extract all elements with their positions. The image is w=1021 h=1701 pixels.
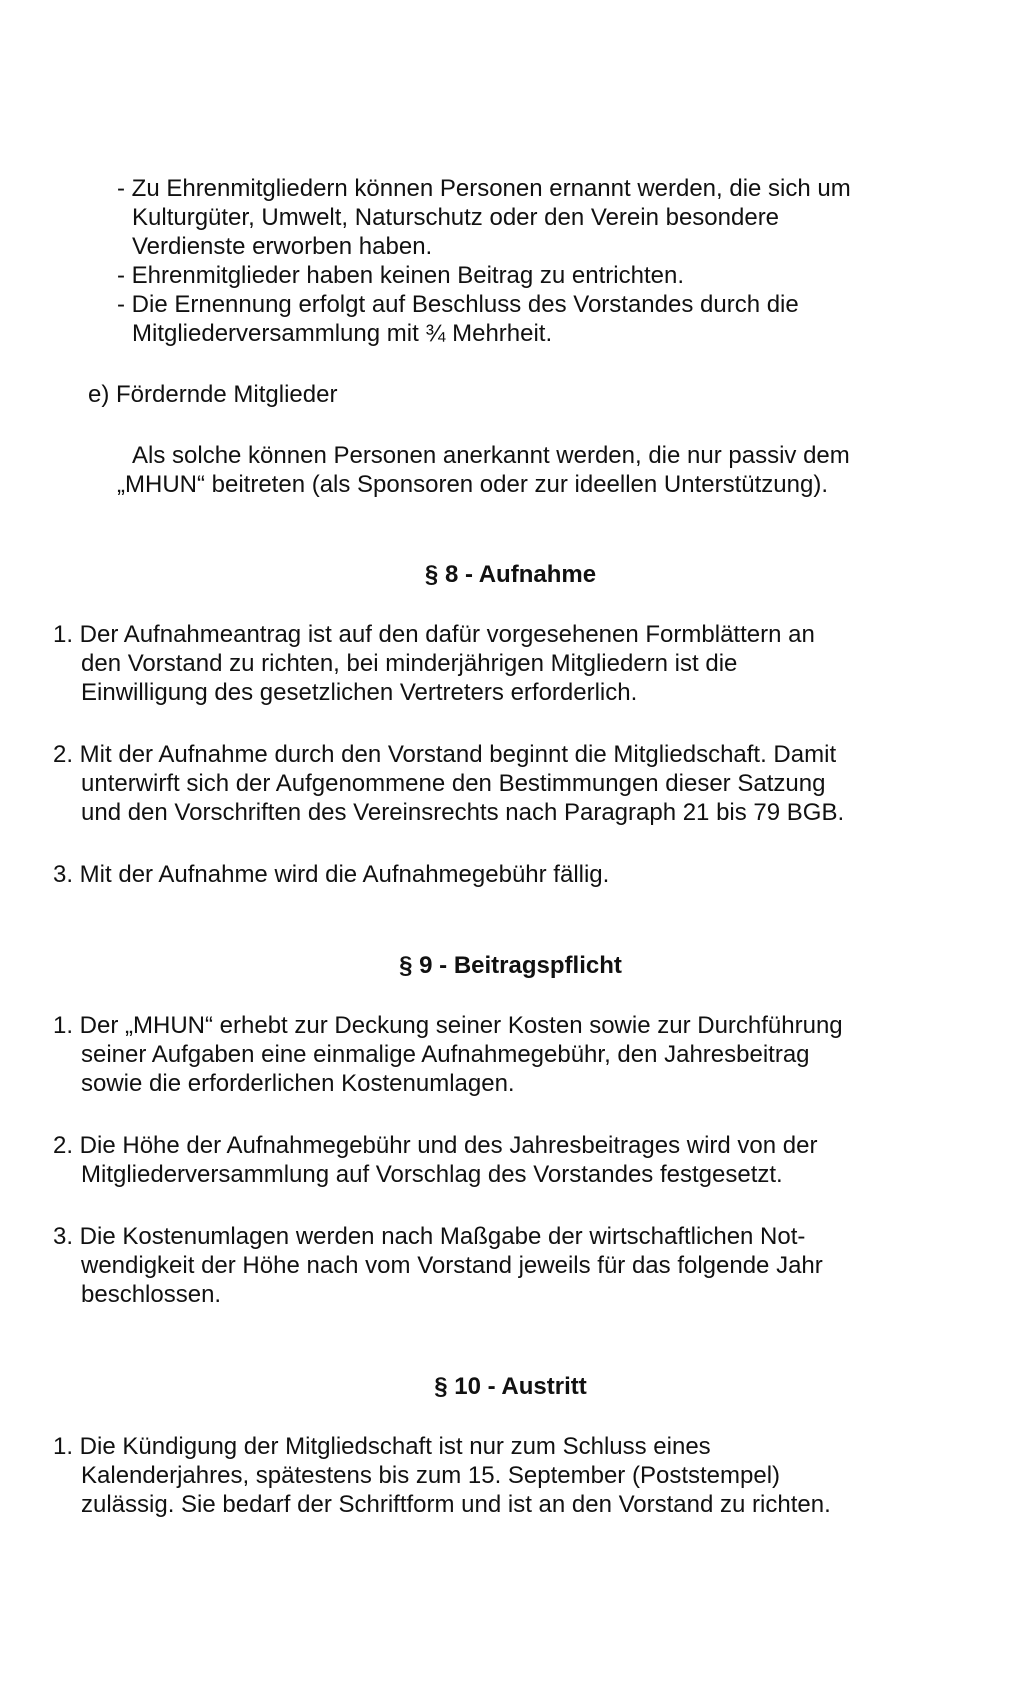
honorary-bullet-3-line-2: Mitgliederversammlung mit ¾ Mehrheit.: [132, 320, 553, 347]
honorary-bullet-1-line-3: Verdienste erworben haben.: [132, 233, 433, 260]
honorary-bullet-2: - Ehrenmitglieder haben keinen Beitrag zu entrichten.: [117, 262, 684, 289]
section-8-item-1-line-3: Einwilligung des gesetzlichen Vertreters erforderlich.: [81, 679, 638, 706]
section-9-item-1-line-3: sowie die erforderlichen Kostenumlagen.: [81, 1070, 515, 1097]
honorary-bullet-1-line-1: - Zu Ehrenmitgliedern können Personen ernannt werden, die sich um: [117, 175, 851, 202]
section-8-item-2-line-3: und den Vorschriften des Vereinsrechts nach Paragraph 21 bis 79 BGB.: [81, 799, 845, 826]
section-8-item-2-line-1: 2. Mit der Aufnahme durch den Vorstand beginnt die Mitgliedschaft. Damit: [53, 741, 837, 768]
section-9-item-1-line-2: seiner Aufgaben eine einmalige Aufnahmegebühr, den Jahresbeitrag: [81, 1041, 810, 1068]
section-9-item-1-line-1: 1. Der „MHUN“ erhebt zur Deckung seiner Kosten sowie zur Durchführung: [53, 1012, 843, 1039]
honorary-bullet-3-line-1: - Die Ernennung erfolgt auf Beschluss des Vorstandes durch die: [117, 291, 799, 318]
section-10-item-1-line-3: zulässig. Sie bedarf der Schriftform und ist an den Vorstand zu richten.: [81, 1491, 831, 1518]
section-9-item-3-line-2: wendigkeit der Höhe nach vom Vorstand jeweils für das folgende Jahr: [81, 1252, 823, 1279]
section-10-title: § 10 - Austritt: [434, 1373, 587, 1400]
section-9-item-2-line-1: 2. Die Höhe der Aufnahmegebühr und des Jahresbeitrages wird von der: [53, 1132, 818, 1159]
section-8-item-1-line-1: 1. Der Aufnahmeantrag ist auf den dafür vorgesehenen Formblättern an: [53, 621, 815, 648]
section-9-item-3-line-1: 3. Die Kostenumlagen werden nach Maßgabe der wirtschaftlichen Not-: [53, 1223, 806, 1250]
supporting-members-text-line-1: Als solche können Personen anerkannt werden, die nur passiv dem: [132, 442, 850, 469]
supporting-members-heading: e) Fördernde Mitglieder: [88, 381, 338, 408]
section-8-item-1-line-2: den Vorstand zu richten, bei minderjährigen Mitgliedern ist die: [81, 650, 738, 677]
section-9-item-2-line-2: Mitgliederversammlung auf Vorschlag des Vorstandes festgesetzt.: [81, 1161, 783, 1188]
honorary-bullet-1-line-2: Kulturgüter, Umwelt, Naturschutz oder den Verein besondere: [132, 204, 780, 231]
section-8-title: § 8 - Aufnahme: [424, 561, 597, 588]
section-10-item-1-line-1: 1. Die Kündigung der Mitgliedschaft ist nur zum Schluss eines: [53, 1433, 711, 1460]
section-10-item-1-line-2: Kalenderjahres, spätestens bis zum 15. September (Poststempel): [81, 1462, 781, 1489]
supporting-members-text-line-2: „MHUN“ beitreten (als Sponsoren oder zur ideellen Unterstützung).: [117, 471, 828, 498]
section-9-title: § 9 - Beitragspflicht: [399, 952, 622, 979]
section-9-item-3-line-3: beschlossen.: [81, 1281, 222, 1308]
section-8-item-3-line-1: 3. Mit der Aufnahme wird die Aufnahmegebühr fällig.: [53, 861, 610, 888]
section-8-item-2-line-2: unterwirft sich der Aufgenommene den Bestimmungen dieser Satzung: [81, 770, 826, 797]
